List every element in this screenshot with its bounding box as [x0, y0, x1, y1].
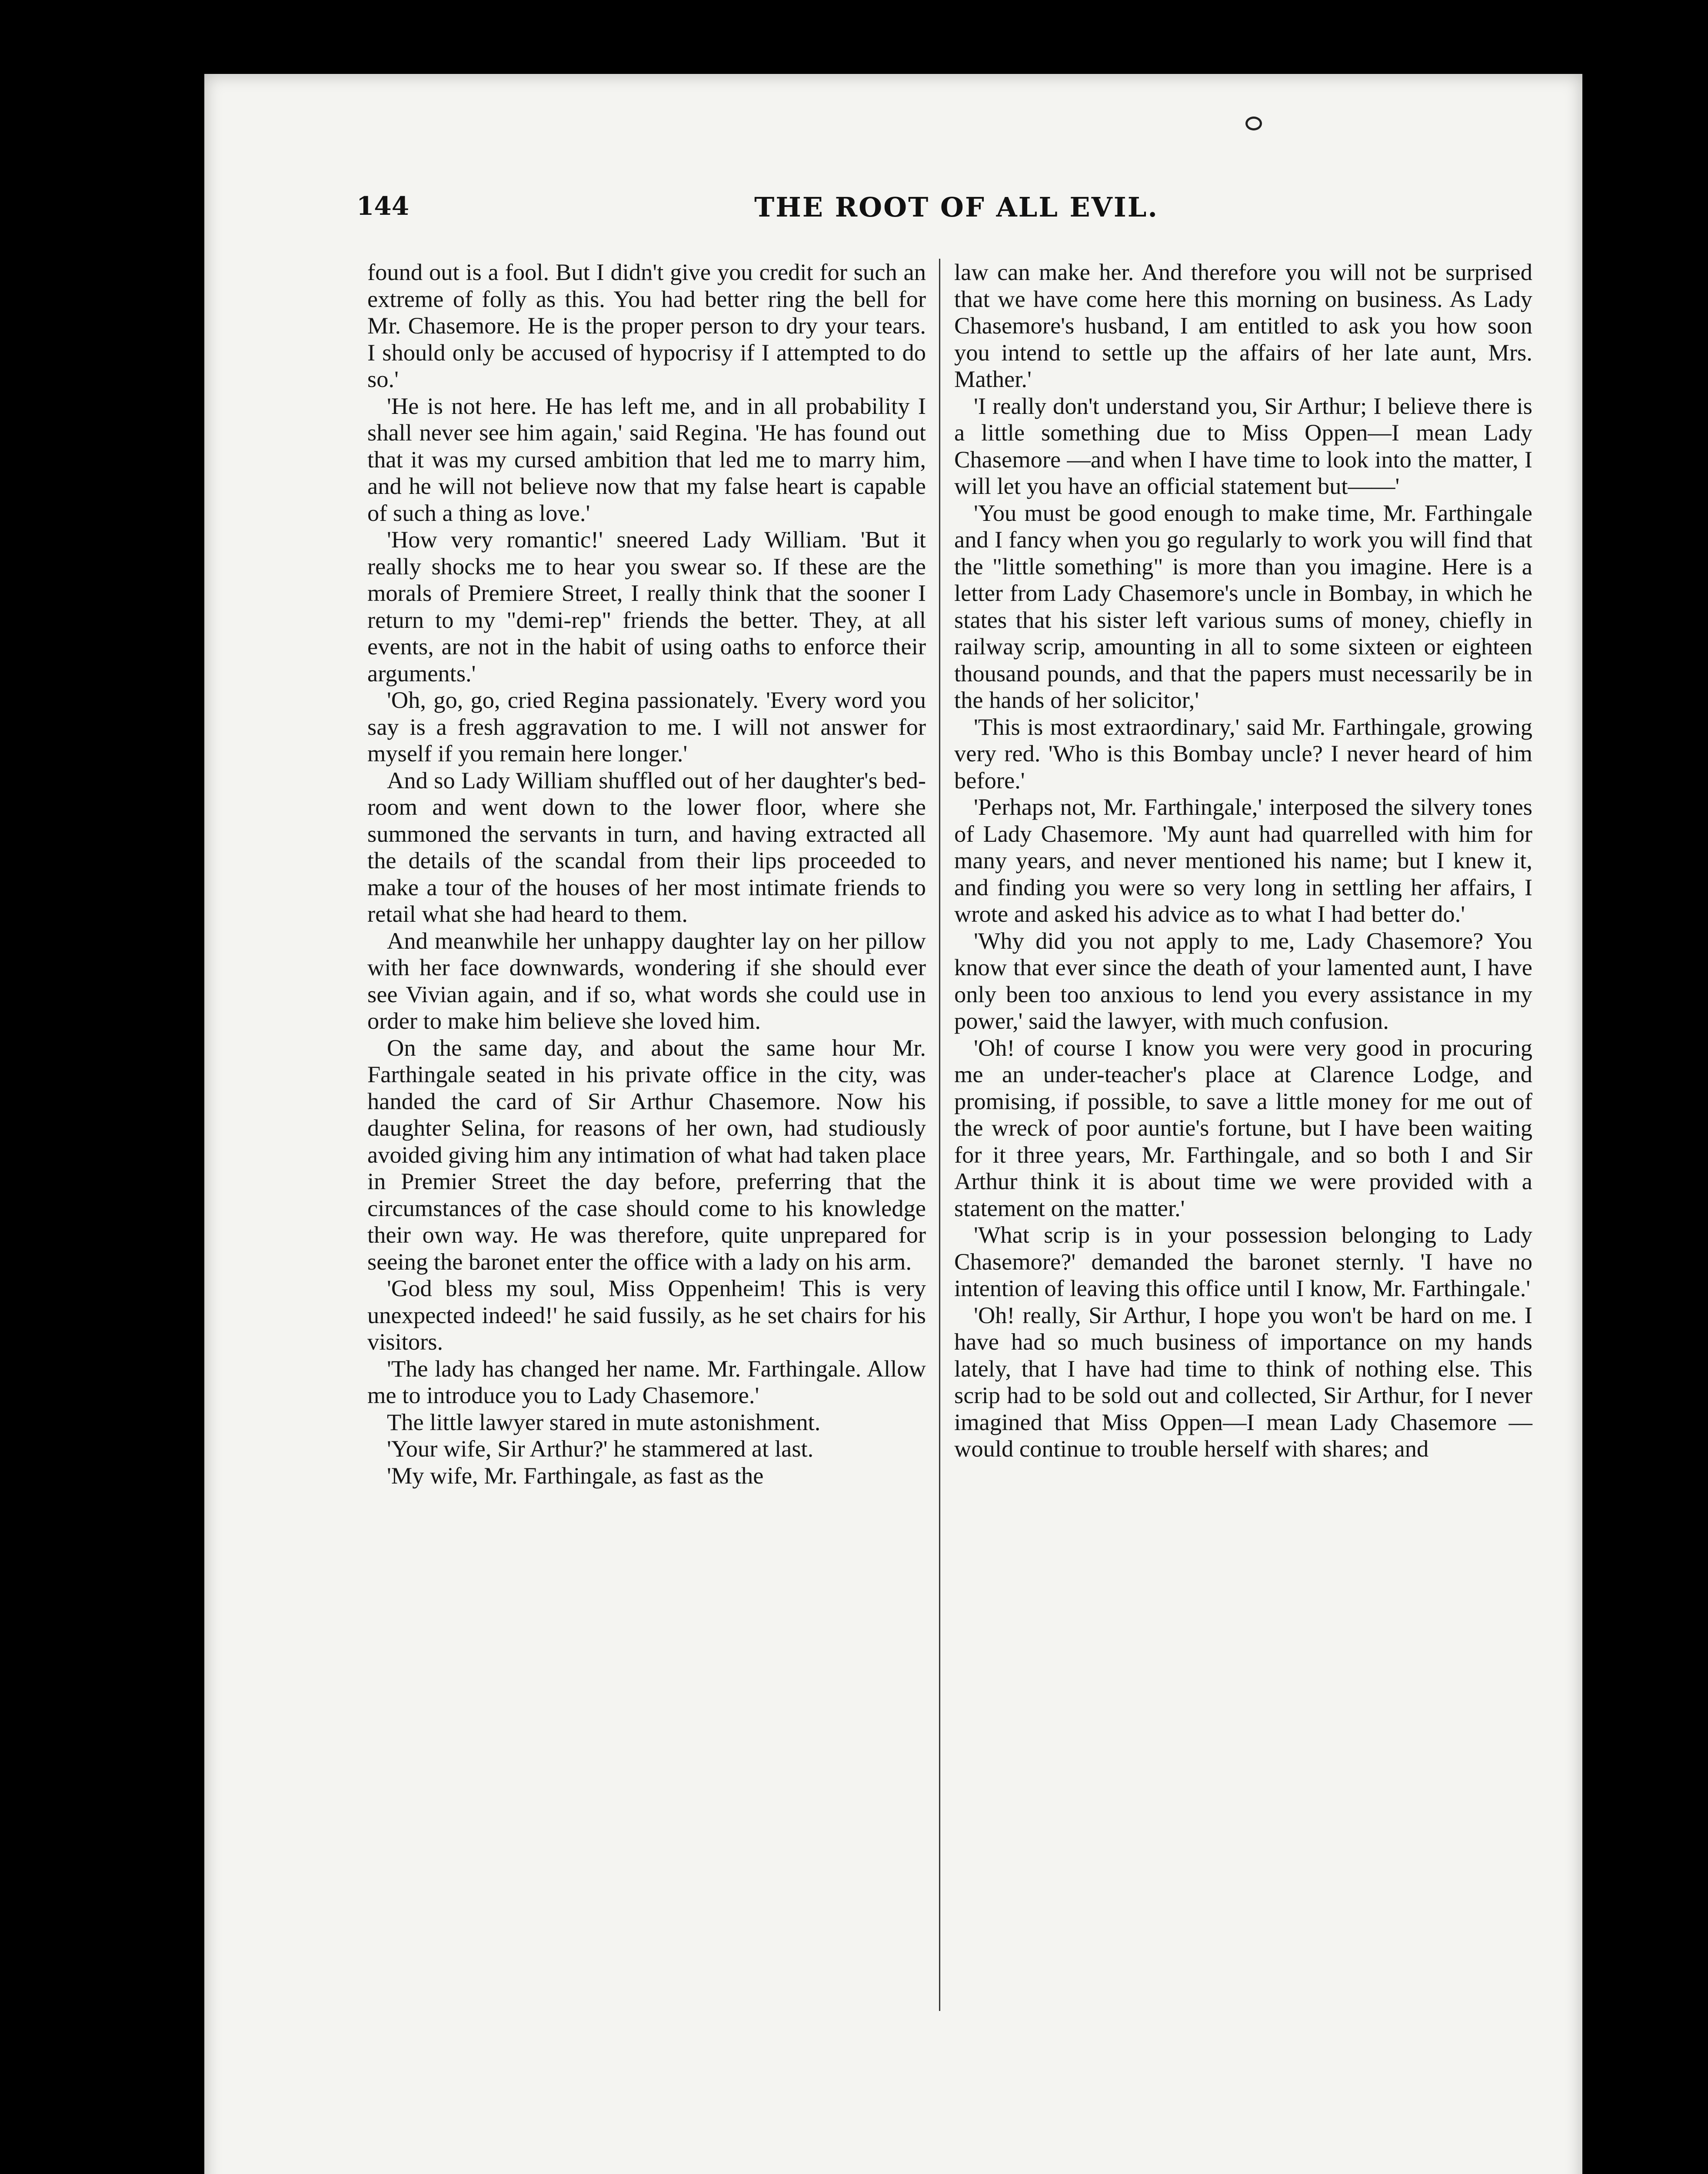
paragraph: 'I really don't understand you, Sir Arthur; I believe there is a little something due to Miss Oppen—I mean Lady Chasemore —and when I have time to look into the matter, I will let you have an official statement but——' — [954, 392, 1532, 499]
paragraph: 'What scrip is in your possession belonging to Lady Chasemore?' demanded the baronet sternly. 'I have no intention of leaving this office until I know, Mr. Farthingale.' — [954, 1221, 1532, 1301]
paragraph: 'Oh, go, go, cried Regina passionately. 'Every word you say is a fresh aggravation to me. I will not answer for myself if you remain here longer.' — [367, 687, 926, 767]
paragraph: 'Perhaps not, Mr. Farthingale,' interposed the silvery tones of Lady Chasemore. 'My aunt had quarrelled with him for many years, and never mentioned his name; but I knew it, and finding you were so very long in settling her affairs, I wrote and asked his advice as to what I had better do.' — [954, 794, 1532, 927]
running-title: THE ROOT OF ALL EVIL. — [754, 191, 1159, 223]
left-column — [367, 259, 926, 1489]
paragraph: The little lawyer stared in mute astonishment. — [387, 1408, 821, 1435]
paragraph: 'Your wife, Sir Arthur?' he stammered at last. — [387, 1435, 814, 1462]
paragraph: 'How very romantic!' sneered Lady William. 'But it really shocks me to hear you swear so. If these are the morals of Premiere Street, I really think that the sooner I return to my "demi-rep" friends the better. They, at all events, are not in the habit of using oaths to enforce their arguments.' — [367, 526, 926, 687]
right-column — [954, 259, 1532, 1462]
column-divider — [939, 259, 940, 2011]
paragraph: 'You must be good enough to make time, Mr. Farthingale and I fancy when you go regularly to work you will find that the "little something" is more than you imagine. Here is a letter from Lady Chasemore's uncle in Bombay, in which he states that his sister left various sums of money, chiefly in railway scrip, amounting in all to some sixteen or eighteen thousand pounds, and that the papers must necessarily be in the hands of her solicitor,' — [954, 499, 1532, 713]
paragraph: law can make her. And therefore you will not be surprised that we have come here this morning on business. As Lady Chasemore's husband, I am entitled to ask you how soon you intend to settle up the affairs of her late aunt, Mrs. Mather.' — [954, 259, 1532, 392]
paragraph: And meanwhile her unhappy daughter lay on her pillow with her face downwards, wondering if she should ever see Vivian again, and if so, what words she could use in order to make him believe she loved him. — [367, 927, 926, 1034]
paragraph: 'Oh! of course I know you were very good in procuring me an under-teacher's place at Clarence Lodge, and promising, if possible, to save a little money for me out of the wreck of poor auntie's fortune, but I have been waiting for it three years, Mr. Farthingale, and so both I and Sir Arthur think it is about time we were provided with a statement on the matter.' — [954, 1034, 1532, 1221]
paragraph: 'My wife, Mr. Farthingale, as fast as the — [387, 1462, 764, 1489]
ink-mark — [1245, 117, 1262, 130]
paragraph: 'Why did you not apply to me, Lady Chasemore? You know that ever since the death of your lamented aunt, I have only been too anxious to lend you every assistance in my power,' said the lawyer, with much confusion. — [954, 927, 1532, 1034]
paragraph: 'This is most extraordinary,' said Mr. Farthingale, growing very red. 'Who is this Bombay uncle? I never heard of him before.' — [954, 713, 1532, 794]
paragraph: 'Oh! really, Sir Arthur, I hope you won't be hard on me. I have had so much business of importance on my hands lately, that I have had time to think of nothing else. This scrip had to be sold out and collected, Sir Arthur, for I never imagined that Miss Oppen—I mean Lady Chasemore — would continue to trouble herself with shares; and — [954, 1301, 1532, 1462]
paragraph: 'The lady has changed her name. Mr. Farthingale. Allow me to introduce you to Lady Chasemore.' — [367, 1355, 926, 1408]
paragraph: On the same day, and about the same hour Mr. Farthingale seated in his private office in the city, was handed the card of Sir Arthur Chasemore. Now his daughter Selina, for reasons of her own, had studiously avoided giving him any intimation of what had taken place in Premier Street the day before, preferring that the circumstances of the case should come to his knowledge their own way. He was therefore, quite unprepared for seeing the baronet enter the office with a lady on his arm. — [367, 1034, 926, 1275]
paragraph: found out is a fool. But I didn't give you credit for such an extreme of folly as this. You had better ring the bell for Mr. Chasemore. He is the proper person to dry your tears. I should only be accused of hypocrisy if I attempted to do so.' — [367, 259, 926, 392]
paragraph: 'God bless my soul, Miss Oppenheim! This is very unexpected indeed!' he said fussily, as he set chairs for his visitors. — [367, 1275, 926, 1355]
paragraph: And so Lady William shuffled out of her daughter's bed-room and went down to the lower floor, where she summoned the servants in turn, and having extracted all the details of the scandal from their lips proceeded to make a tour of the houses of her most intimate friends to retail what she had heard to them. — [367, 767, 926, 927]
page-number: 144 — [356, 191, 410, 221]
paragraph: 'He is not here. He has left me, and in all probability I shall never see him again,' said Regina. 'He has found out that it was my cursed ambition that led me to marry him, and he will not believe now that my false heart is capable of such a thing as love.' — [367, 392, 926, 526]
page-header — [356, 191, 1556, 230]
